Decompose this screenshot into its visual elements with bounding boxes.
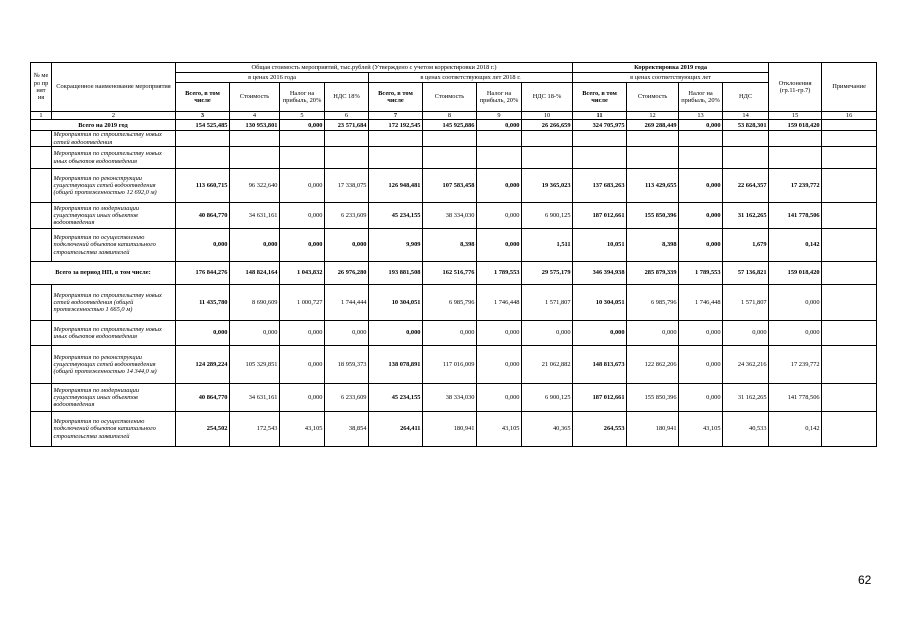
note-cell <box>822 147 877 169</box>
value-cell: 40,365 <box>522 412 573 447</box>
value-cell: 96 322,640 <box>230 169 280 203</box>
col-number: 4 <box>230 112 280 120</box>
value-cell: 154 525,485 <box>176 120 230 131</box>
value-cell: 40,533 <box>723 412 769 447</box>
value-cell: 113 660,715 <box>176 169 230 203</box>
header-col-vat: НДС 18% <box>325 83 369 112</box>
value-cell <box>522 131 573 147</box>
value-cell <box>627 147 679 169</box>
value-cell: 6 900,125 <box>522 384 573 412</box>
value-cell: 187 012,661 <box>573 203 627 229</box>
value-cell <box>176 131 230 147</box>
note-cell <box>822 262 877 285</box>
value-cell: 0,000 <box>230 229 280 262</box>
header-deviation: Отклонения (гр.11-гр.7) <box>769 63 822 112</box>
row-number-cell <box>31 131 52 147</box>
value-cell: 137 683,263 <box>573 169 627 203</box>
value-cell: 285 879,339 <box>627 262 679 285</box>
value-cell: 145 925,886 <box>423 120 477 131</box>
value-cell: 117 016,009 <box>423 346 477 384</box>
value-cell: 0,000 <box>280 203 325 229</box>
value-cell: 1 746,448 <box>679 285 723 321</box>
value-cell: 0,000 <box>176 229 230 262</box>
investment-table <box>30 62 877 447</box>
header-col-total: Всего, в том числе <box>176 83 230 112</box>
value-cell: 187 012,661 <box>573 384 627 412</box>
value-cell: 38 334,030 <box>423 203 477 229</box>
value-cell: 269 288,449 <box>627 120 679 131</box>
value-cell: 57 136,821 <box>723 262 769 285</box>
value-cell: 11 435,780 <box>176 285 230 321</box>
value-cell: 254,502 <box>176 412 230 447</box>
value-cell: 43,105 <box>477 412 522 447</box>
value-cell <box>477 131 522 147</box>
value-cell: 138 078,891 <box>369 346 423 384</box>
value-cell: 180,941 <box>627 412 679 447</box>
row-number-cell <box>31 321 52 346</box>
value-cell: 0,000 <box>522 321 573 346</box>
value-cell: 22 664,357 <box>723 169 769 203</box>
col-number: 15 <box>769 112 822 120</box>
total-row <box>31 120 877 131</box>
value-cell: 24 362,216 <box>723 346 769 384</box>
row-name: Мероприятия по реконструкции существующих сетей водоотведения (общей протяженностью 12 692,0 м) <box>52 169 176 203</box>
header-total-cost: Общая стоимость мероприятий, тыс.рублей (Утверждено с учетом корректировки 2018 г.) <box>176 63 573 73</box>
value-cell: 0,000 <box>627 321 679 346</box>
row-number-cell <box>31 169 52 203</box>
value-cell <box>230 147 280 169</box>
value-cell: 21 062,882 <box>522 346 573 384</box>
col-number: 2 <box>52 112 176 120</box>
value-cell: 193 881,508 <box>369 262 423 285</box>
note-cell <box>822 346 877 384</box>
value-cell: 1 043,832 <box>280 262 325 285</box>
header-col-tax: Налог на прибыль, 20% <box>477 83 522 112</box>
note-cell <box>822 203 877 229</box>
value-cell: 6 233,609 <box>325 384 369 412</box>
value-cell: 0,000 <box>280 120 325 131</box>
value-cell: 0,000 <box>230 321 280 346</box>
value-cell <box>769 131 822 147</box>
value-cell: 8,398 <box>423 229 477 262</box>
header-col-tax: Налог на прибыль, 20% <box>679 83 723 112</box>
row-name: Мероприятия по реконструкции существующих сетей водоотведения (общей протяженностью 14 344,0 м) <box>52 346 176 384</box>
value-cell <box>723 131 769 147</box>
col-number: 6 <box>325 112 369 120</box>
value-cell: 45 234,155 <box>369 384 423 412</box>
row-name: Мероприятия по модернизации существующих иных объектов водоотведения <box>52 203 176 229</box>
value-cell <box>280 147 325 169</box>
col-number: 14 <box>723 112 769 120</box>
row-number-cell <box>31 384 52 412</box>
table-row <box>31 321 877 346</box>
table-row <box>31 285 877 321</box>
table-row <box>31 384 877 412</box>
row-name: Мероприятия по осуществлению подключений объектов капитального строительства заявителей <box>52 229 176 262</box>
total-label: Всего за период НП, в том числе: <box>31 262 176 285</box>
value-cell: 141 778,506 <box>769 203 822 229</box>
note-cell <box>822 412 877 447</box>
value-cell: 122 862,206 <box>627 346 679 384</box>
value-cell: 0,000 <box>477 321 522 346</box>
column-number-row <box>31 112 877 120</box>
value-cell <box>230 131 280 147</box>
value-cell: 0,000 <box>176 321 230 346</box>
value-cell: 8,398 <box>627 229 679 262</box>
value-cell: 43,105 <box>280 412 325 447</box>
table-header <box>31 63 877 120</box>
value-cell: 264,553 <box>573 412 627 447</box>
value-cell: 19 365,023 <box>522 169 573 203</box>
table-row <box>31 412 877 447</box>
value-cell: 0,000 <box>769 321 822 346</box>
value-cell <box>573 131 627 147</box>
note-cell <box>822 229 877 262</box>
value-cell: 17 239,772 <box>769 169 822 203</box>
value-cell: 0,142 <box>769 229 822 262</box>
value-cell: 0,000 <box>477 346 522 384</box>
value-cell: 148 824,164 <box>230 262 280 285</box>
value-cell <box>723 147 769 169</box>
value-cell: 141 778,506 <box>769 384 822 412</box>
value-cell: 40 864,770 <box>176 203 230 229</box>
value-cell: 0,000 <box>679 229 723 262</box>
value-cell: 0,000 <box>325 321 369 346</box>
header-col-vat: НДС 18-% <box>522 83 573 112</box>
note-cell <box>822 384 877 412</box>
value-cell: 8 690,609 <box>230 285 280 321</box>
value-cell: 0,000 <box>280 169 325 203</box>
value-cell: 0,000 <box>477 169 522 203</box>
page-number: 62 <box>858 573 872 587</box>
value-cell: 0,000 <box>369 321 423 346</box>
value-cell <box>176 147 230 169</box>
value-cell: 0,000 <box>477 384 522 412</box>
row-number-cell <box>31 285 52 321</box>
value-cell: 43,105 <box>679 412 723 447</box>
value-cell <box>477 147 522 169</box>
header-col-cost: Стоимость <box>230 83 280 112</box>
total-label: Всего на 2019 год <box>31 120 176 131</box>
header-correction: Корректировка 2019 года <box>573 63 769 73</box>
value-cell <box>325 131 369 147</box>
value-cell: 0,000 <box>477 203 522 229</box>
value-cell: 1,679 <box>723 229 769 262</box>
value-cell: 34 631,161 <box>230 203 280 229</box>
value-cell: 130 953,801 <box>230 120 280 131</box>
value-cell: 6 985,796 <box>423 285 477 321</box>
value-cell: 113 429,655 <box>627 169 679 203</box>
value-cell: 10 304,051 <box>573 285 627 321</box>
value-cell: 26 976,280 <box>325 262 369 285</box>
total-row <box>31 262 877 285</box>
value-cell: 34 631,161 <box>230 384 280 412</box>
value-cell: 0,000 <box>280 384 325 412</box>
value-cell: 0,000 <box>679 321 723 346</box>
row-name: Мероприятия по осуществлению подключений объектов капитального строительства заявителей <box>52 412 176 447</box>
value-cell <box>423 131 477 147</box>
value-cell: 18 959,373 <box>325 346 369 384</box>
row-name: Мероприятия по модернизации существующих иных объектов водоотведения <box>52 384 176 412</box>
value-cell: 1,511 <box>522 229 573 262</box>
table-row <box>31 229 877 262</box>
value-cell <box>573 147 627 169</box>
value-cell: 1 789,553 <box>477 262 522 285</box>
table-row <box>31 169 877 203</box>
value-cell: 105 329,851 <box>230 346 280 384</box>
note-cell <box>822 321 877 346</box>
value-cell: 6 985,796 <box>627 285 679 321</box>
value-cell: 124 289,224 <box>176 346 230 384</box>
value-cell: 1 000,727 <box>280 285 325 321</box>
value-cell: 10 304,051 <box>369 285 423 321</box>
value-cell: 0,000 <box>280 321 325 346</box>
value-cell: 159 018,420 <box>769 120 822 131</box>
value-cell: 0,000 <box>723 321 769 346</box>
value-cell: 40 864,770 <box>176 384 230 412</box>
value-cell: 26 266,659 <box>522 120 573 131</box>
header-prices-2016: в ценах 2016 года <box>176 73 369 83</box>
value-cell <box>369 147 423 169</box>
value-cell: 0,000 <box>769 285 822 321</box>
value-cell: 0,000 <box>477 229 522 262</box>
value-cell: 346 394,938 <box>573 262 627 285</box>
value-cell: 0,000 <box>679 169 723 203</box>
table-body <box>31 120 877 447</box>
value-cell: 0,000 <box>679 346 723 384</box>
header-col-tax: Налог на прибыль, 20% <box>280 83 325 112</box>
value-cell: 6 233,609 <box>325 203 369 229</box>
value-cell: 172 192,545 <box>369 120 423 131</box>
value-cell <box>423 147 477 169</box>
header-number: № ме ро пр ият ия <box>31 63 52 112</box>
value-cell: 126 948,481 <box>369 169 423 203</box>
value-cell: 264,411 <box>369 412 423 447</box>
value-cell: 53 828,301 <box>723 120 769 131</box>
value-cell: 31 162,265 <box>723 384 769 412</box>
value-cell: 176 844,276 <box>176 262 230 285</box>
value-cell: 10,051 <box>573 229 627 262</box>
value-cell: 38 334,030 <box>423 384 477 412</box>
value-cell <box>280 131 325 147</box>
value-cell <box>325 147 369 169</box>
row-name: Мероприятия по строительству новых иных объектов водоотведения <box>52 321 176 346</box>
value-cell: 180,941 <box>423 412 477 447</box>
col-number: 13 <box>679 112 723 120</box>
value-cell: 1 789,553 <box>679 262 723 285</box>
col-number: 8 <box>423 112 477 120</box>
value-cell: 0,000 <box>477 120 522 131</box>
value-cell: 0,000 <box>679 203 723 229</box>
header-col-total: Всего, в том числе <box>573 83 627 112</box>
document-sheet <box>30 62 876 447</box>
value-cell: 1 571,807 <box>522 285 573 321</box>
value-cell: 0,000 <box>679 384 723 412</box>
table-row <box>31 346 877 384</box>
row-number-cell <box>31 346 52 384</box>
value-cell: 29 575,179 <box>522 262 573 285</box>
value-cell: 23 571,684 <box>325 120 369 131</box>
col-number: 11 <box>573 112 627 120</box>
value-cell: 172,543 <box>230 412 280 447</box>
note-cell <box>822 131 877 147</box>
value-cell: 17 239,772 <box>769 346 822 384</box>
col-number: 7 <box>369 112 423 120</box>
value-cell: 0,000 <box>679 120 723 131</box>
value-cell: 324 705,975 <box>573 120 627 131</box>
value-cell <box>679 147 723 169</box>
col-number: 12 <box>627 112 679 120</box>
row-number-cell <box>31 147 52 169</box>
header-prices-years: в ценах соответствующих лет <box>573 73 769 83</box>
col-number: 10 <box>522 112 573 120</box>
row-number-cell <box>31 203 52 229</box>
row-number-cell <box>31 229 52 262</box>
value-cell: 9,909 <box>369 229 423 262</box>
value-cell <box>369 131 423 147</box>
row-number-cell <box>31 412 52 447</box>
value-cell <box>679 131 723 147</box>
value-cell: 107 583,458 <box>423 169 477 203</box>
value-cell: 1 746,448 <box>477 285 522 321</box>
table-row <box>31 203 877 229</box>
note-cell <box>822 169 877 203</box>
table-row <box>31 131 877 147</box>
note-cell <box>822 120 877 131</box>
value-cell: 1 744,444 <box>325 285 369 321</box>
value-cell: 0,000 <box>573 321 627 346</box>
row-name: Мероприятия по строительству новых сетей водоотведения (общей протяженностью 1 665,0 м) <box>52 285 176 321</box>
header-col-total: Всего, в том числе <box>369 83 423 112</box>
value-cell: 155 850,396 <box>627 203 679 229</box>
col-number: 1 <box>31 112 52 120</box>
value-cell <box>522 147 573 169</box>
header-note: Примечание <box>822 63 877 112</box>
value-cell: 45 234,155 <box>369 203 423 229</box>
header-col-cost: Стоимость <box>423 83 477 112</box>
value-cell <box>769 147 822 169</box>
header-col-vat: НДС <box>723 83 769 112</box>
header-col-cost: Стоимость <box>627 83 679 112</box>
value-cell: 1 571,807 <box>723 285 769 321</box>
value-cell: 17 338,075 <box>325 169 369 203</box>
value-cell: 159 018,420 <box>769 262 822 285</box>
header-prices-2018: в ценах соответствующих лет 2018 г. <box>369 73 573 83</box>
row-name: Мероприятия по строительству новых иных объектов водоотведения <box>52 147 176 169</box>
value-cell: 162 516,776 <box>423 262 477 285</box>
value-cell: 38,854 <box>325 412 369 447</box>
value-cell: 0,000 <box>280 346 325 384</box>
value-cell: 6 900,125 <box>522 203 573 229</box>
col-number: 9 <box>477 112 522 120</box>
value-cell: 148 813,673 <box>573 346 627 384</box>
header-name: Сокращенное наименование мероприятия <box>52 63 176 112</box>
col-number: 16 <box>822 112 877 120</box>
col-number: 3 <box>176 112 230 120</box>
row-name: Мероприятия по строительству новых сетей водоотведения <box>52 131 176 147</box>
note-cell <box>822 285 877 321</box>
value-cell: 31 162,265 <box>723 203 769 229</box>
value-cell: 0,000 <box>423 321 477 346</box>
table-row <box>31 147 877 169</box>
value-cell: 0,000 <box>325 229 369 262</box>
value-cell: 155 850,396 <box>627 384 679 412</box>
value-cell: 0,142 <box>769 412 822 447</box>
value-cell <box>627 131 679 147</box>
value-cell: 0,000 <box>280 229 325 262</box>
col-number: 5 <box>280 112 325 120</box>
